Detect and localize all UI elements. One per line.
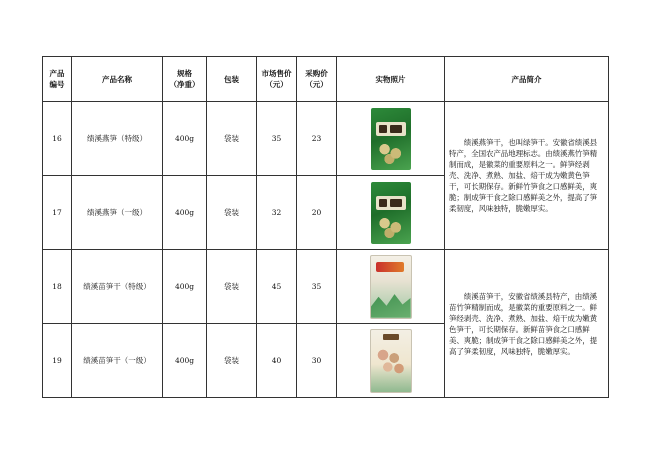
cell-name: 绩溪燕笋（特级） [72,102,163,176]
green-bamboo-shoot-package-icon [371,182,411,244]
cell-pack: 袋装 [207,102,257,176]
cell-market-price: 32 [257,176,297,250]
cell-purchase-price: 35 [297,250,337,324]
cell-photo [337,324,445,398]
header-product-name: 产品名称 [72,57,163,102]
cell-intro-miaosun: 绩溪苗笋干，安徽省绩溪县特产，由绩溪苗竹笋精制而成，是徽菜的重要原料之一。鲜笋经剥壳、洗净、煮熟、加盐、焙干成为嫩黄色笋干，可长期保存。新鲜苗笋食之口感鲜美、爽脆；制成笋干食之除口感鲜美之外，提高了笋柔韧度，风味独特，脆嫩厚实。 [445,250,609,398]
dried-shoot-package-icon [370,329,412,393]
cell-purchase-price: 23 [297,102,337,176]
table-row [43,250,609,324]
cell-market-price: 40 [257,324,297,398]
cell-photo [337,176,445,250]
landscape-dried-shoot-package-icon [370,255,412,319]
header-packaging: 包装 [207,57,257,102]
cell-id: 19 [43,324,72,398]
cell-purchase-price: 20 [297,176,337,250]
cell-pack: 袋装 [207,176,257,250]
cell-name: 绩溪燕笋（一级） [72,176,163,250]
table-header-row [43,57,609,102]
cell-photo [337,102,445,176]
cell-id: 18 [43,250,72,324]
cell-spec: 400g [163,102,207,176]
cell-photo [337,250,445,324]
cell-spec: 400g [163,324,207,398]
cell-name: 绩溪苗笋干（一级） [72,324,163,398]
header-market-price: 市场售价 （元） [257,57,297,102]
header-purchase-price: 采购价 （元） [297,57,337,102]
cell-name: 绩溪苗笋干（特级） [72,250,163,324]
cell-market-price: 35 [257,102,297,176]
product-table [42,56,609,398]
header-spec: 规格 （净重） [163,57,207,102]
header-photo: 实物照片 [337,57,445,102]
cell-intro-yansun: 绩溪燕笋干，也叫绿笋干。安徽省绩溪县特产，全国农产品地理标志。由绩溪燕竹笋精制而成，是徽菜的重要原料之一。鲜笋经剥壳、洗净、煮熟、加盐、焙干成为嫩黄色笋干，可长期保存。新鲜竹笋食之口感鲜美，爽脆；制成笋干食之除口感鲜美之外，提高了笋柔韧度，风味独特，脆嫩厚实。 [445,102,609,250]
table-row [43,102,609,176]
cell-spec: 400g [163,176,207,250]
header-intro: 产品简介 [445,57,609,102]
cell-pack: 袋装 [207,324,257,398]
cell-id: 16 [43,102,72,176]
cell-market-price: 45 [257,250,297,324]
cell-pack: 袋装 [207,250,257,324]
cell-purchase-price: 30 [297,324,337,398]
cell-id: 17 [43,176,72,250]
cell-spec: 400g [163,250,207,324]
green-bamboo-shoot-package-icon [371,108,411,170]
header-product-id: 产品 编号 [43,57,72,102]
